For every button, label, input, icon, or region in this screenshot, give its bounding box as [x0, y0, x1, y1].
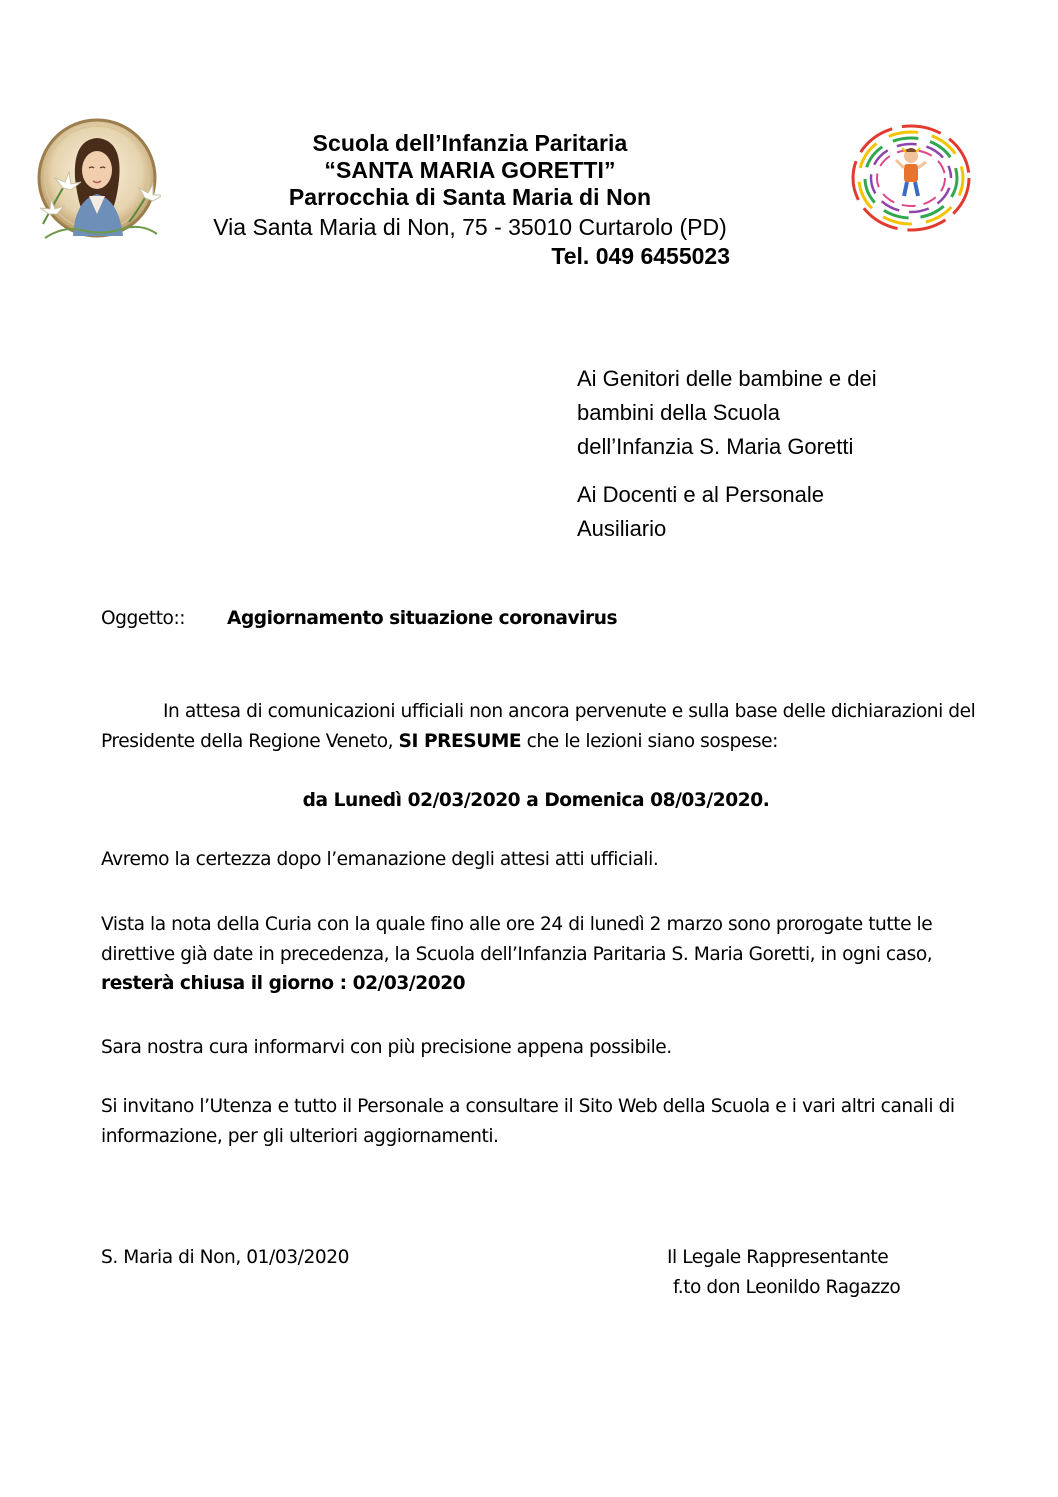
paragraph-website: Si invitano l’Utenza e tutto il Personale a consultare il Sito Web della Scuola e i vari altri canali di informazione, per gli ulteriori aggiornamenti. [101, 1096, 955, 1147]
paragraph-text: Vista la nota della Curia con la quale fino alle ore 24 di lunedì 2 marzo sono prorogate tutte le direttive già date in precedenza, la Scuola dell’Infanzia Paritaria S. Maria Goretti, in ogni caso, [101, 914, 933, 965]
paragraph-text: In attesa di comunicazioni ufficiali non ancora pervenute e sulla base delle dichiarazioni del Presidente della Regione Veneto, [101, 701, 976, 752]
paragraph-inform: Sara nostra cura informarvi con più precisione appena possibile. [101, 1037, 672, 1058]
signer-title: Il Legale Rappresentante [667, 1247, 889, 1268]
paragraph-curia-note [101, 910, 981, 999]
school-type-heading: Scuola dell’Infanzia Paritaria [312, 130, 628, 156]
place-date: S. Maria di Non, 01/03/2020 [101, 1247, 349, 1268]
paragraph-announcement [101, 697, 981, 756]
recipients-staff [577, 478, 824, 546]
emphasis-text: resterà chiusa il giorno : 02/03/2020 [101, 973, 466, 994]
school-name-heading: “SANTA MARIA GORETTI” [324, 157, 616, 183]
paragraph-certainty: Avremo la certezza dopo l’emanazione degli attesi atti ufficiali. [101, 849, 659, 870]
recipients-parents [577, 362, 877, 464]
recipient-line: Ai Docenti e al Personale [577, 482, 825, 507]
recipient-line: Ai Genitori delle bambine e dei [577, 366, 877, 391]
paragraph-text: che le lezioni siano sospese: [521, 730, 778, 752]
recipient-line: Ausiliario [577, 516, 667, 541]
saint-portrait-logo [33, 118, 161, 244]
recipient-line: dell’Infanzia S. Maria Goretti [577, 434, 854, 459]
signer-name: f.to don Leonildo Ragazzo [673, 1277, 901, 1298]
recipient-line: bambini della Scuola [577, 400, 781, 425]
subject-label: Oggetto:: [101, 608, 186, 629]
subject-line [101, 604, 617, 634]
closure-dates: da Lunedì 02/03/2020 a Domenica 08/03/2020. [302, 790, 770, 811]
school-phone: Tel. 049 6455023 [551, 243, 730, 269]
emphasis-text: SI PRESUME [398, 730, 522, 752]
school-colorful-logo [844, 122, 978, 234]
parish-heading: Parrocchia di Santa Maria di Non [288, 184, 652, 210]
school-address: Via Santa Maria di Non, 75 - 35010 Curtarolo (PD) [213, 214, 727, 240]
subject-value: Aggiornamento situazione coronavirus [227, 608, 618, 629]
